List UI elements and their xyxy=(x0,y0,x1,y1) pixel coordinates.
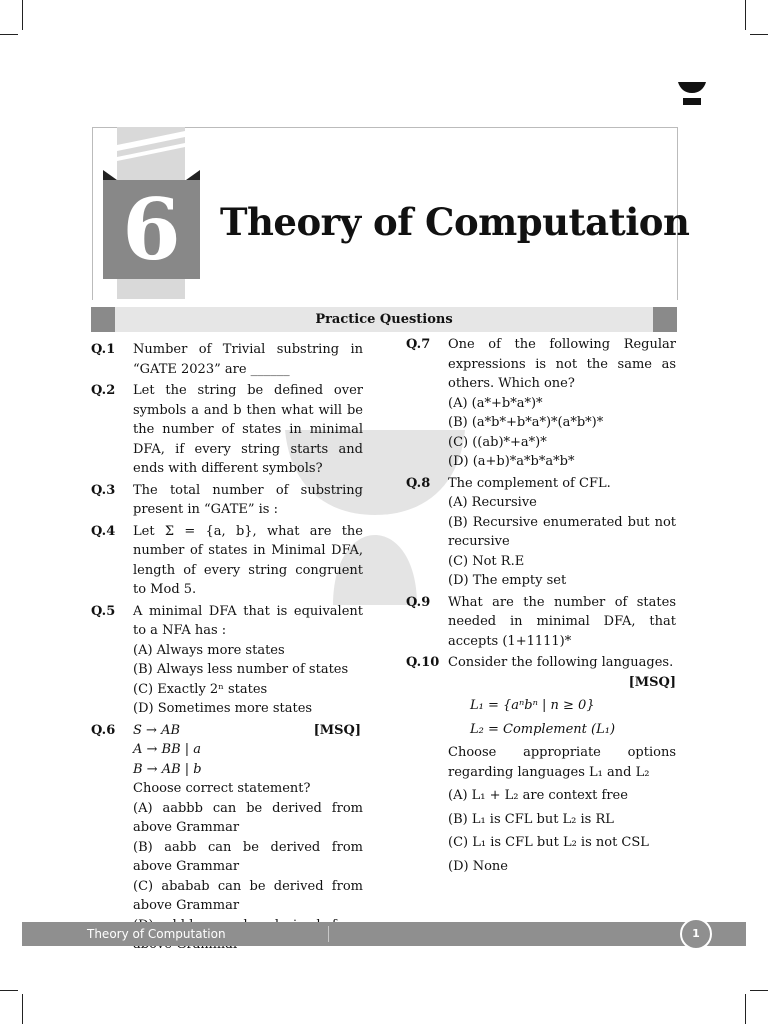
question-prompt: Choose appropriate options regarding languages L₁ and L₂ xyxy=(448,745,676,780)
question-text: What are the number of states needed in minimal DFA, that accepts (1+1111)* xyxy=(448,594,676,649)
answer-option: (C) L₁ is CFL but L₂ is not CSL xyxy=(448,835,649,850)
crop-mark xyxy=(750,990,768,991)
section-bar-accent xyxy=(91,307,115,332)
answer-option: (A) Always more states xyxy=(133,642,285,658)
question-number: Q.2 xyxy=(91,383,116,398)
question-4 xyxy=(91,522,363,600)
question-10 xyxy=(406,653,676,876)
question-text: A minimal DFA that is equivalent to a NFA has : xyxy=(133,603,363,638)
question-text: Number of Trivial substring in “GATE 2023” are ______ xyxy=(133,342,363,377)
answer-option: (B) L₁ is CFL but L₂ is RL xyxy=(448,811,614,827)
crop-mark xyxy=(750,34,768,35)
answer-option: (D) The empty set xyxy=(448,573,567,588)
question-2 xyxy=(91,381,363,479)
msq-tag: [MSQ] xyxy=(628,674,676,690)
question-9 xyxy=(406,593,676,652)
chapter-tab-stripes xyxy=(117,127,185,167)
question-number: Q.3 xyxy=(91,482,116,498)
right-column xyxy=(406,335,676,878)
left-column xyxy=(91,340,363,957)
question-text: The total number of substring present in “GATE” is : xyxy=(133,482,363,517)
question-text: Let Σ = {a, b}, what are the number of states in Minimal DFA, length of every string congruent to Mod 5. xyxy=(133,523,363,597)
crop-mark xyxy=(22,0,23,30)
answer-option: (D) Sometimes more states xyxy=(133,701,313,716)
question-1 xyxy=(91,340,363,379)
question-number: Q.5 xyxy=(91,603,116,619)
crop-mark xyxy=(745,994,746,1024)
answer-option: (B) Recursive enumerated but not recursive xyxy=(448,514,676,549)
question-5 xyxy=(91,602,363,719)
crop-mark xyxy=(745,0,746,30)
question-text: Let the string be defined over symbols a and b then what will be the number of states in minimal DFA, if every string starts and ends with different symbols? xyxy=(133,383,363,476)
question-number: Q.1 xyxy=(91,342,116,357)
question-number: Q.4 xyxy=(91,523,116,539)
answer-option: (D) None xyxy=(448,858,508,874)
question-6 xyxy=(91,721,363,955)
question-number: Q.6 xyxy=(91,722,116,738)
question-text: Consider the following languages. xyxy=(448,655,674,670)
question-prompt: Choose correct statement? xyxy=(133,781,311,796)
answer-option: (B) (a*b*+b*a*)*(a*b*)* xyxy=(448,415,604,430)
chapter-number: 6 xyxy=(103,180,200,279)
grammar-rule: S → AB xyxy=(133,722,181,738)
chapter-title: Theory of Computation xyxy=(220,200,690,244)
question-number: Q.9 xyxy=(406,594,431,610)
question-text: The complement of CFL. xyxy=(448,475,611,491)
footer-divider xyxy=(328,926,329,942)
crop-mark xyxy=(0,990,18,991)
question-number: Q.8 xyxy=(406,475,431,491)
question-text: One of the following Regular expressions is not the same as others. Which one? xyxy=(448,337,676,391)
answer-option: (B) Always less number of states xyxy=(133,662,349,677)
answer-option: (C) Exactly 2ⁿ states xyxy=(133,681,268,697)
page-number: 1 xyxy=(680,918,712,950)
section-bar-accent xyxy=(653,307,677,332)
answer-option: (C) ((ab)*+a*)* xyxy=(448,434,547,450)
brand-logo-icon xyxy=(676,80,708,108)
section-title: Practice Questions xyxy=(315,312,453,327)
grammar-rule: A → BB | a xyxy=(133,742,202,757)
answer-option: (C) Not R.E xyxy=(448,553,525,569)
language-definition: L₂ = Complement (L₁) xyxy=(470,721,616,737)
crop-mark xyxy=(0,34,18,35)
answer-option: (A) L₁ + L₂ are context free xyxy=(448,788,628,803)
chapter-tab-corner xyxy=(186,170,200,180)
question-number: Q.10 xyxy=(406,655,440,670)
answer-option: (A) Recursive xyxy=(448,495,537,510)
answer-option: (D) (a+b)*a*b*a*b* xyxy=(448,454,575,469)
msq-tag: [MSQ] xyxy=(313,722,361,738)
answer-option: (A) aabbb can be derived from above Grammar xyxy=(133,800,363,835)
language-definition: L₁ = {aⁿbⁿ | n ≥ 0} xyxy=(470,698,595,713)
grammar-rule: B → AB | b xyxy=(133,761,202,777)
chapter-tab-corner xyxy=(103,170,117,180)
footer-title: Theory of Computation xyxy=(87,927,226,941)
question-7 xyxy=(406,335,676,472)
question-number: Q.7 xyxy=(406,337,431,352)
question-3 xyxy=(91,481,363,520)
crop-mark xyxy=(22,994,23,1024)
answer-option: (A) (a*+b*a*)* xyxy=(448,395,543,411)
answer-option: (B) aabb can be derived from above Grammar xyxy=(133,839,363,874)
question-8 xyxy=(406,474,676,591)
answer-option: (C) ababab can be derived from above Grammar xyxy=(133,878,363,913)
